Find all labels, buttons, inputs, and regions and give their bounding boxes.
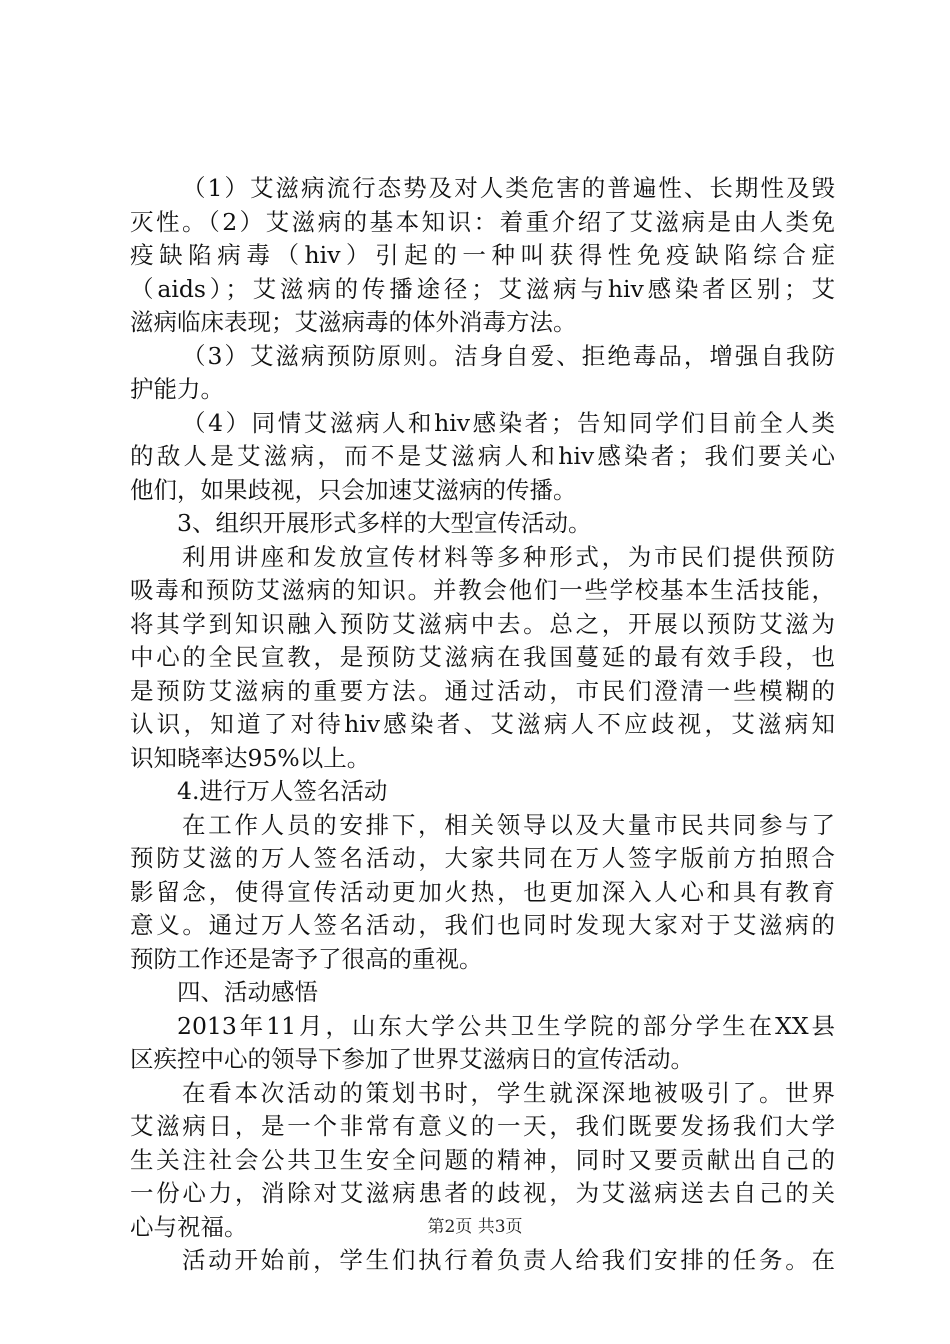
text-line: 一份心力，消除对艾滋病患者的歧视，为艾滋病送去自己的关 <box>130 1179 835 1207</box>
section-heading: 四、活动感悟 <box>177 978 318 1006</box>
text-line: 预防工作还是寄予了很高的重视。 <box>130 944 483 973</box>
text-line: 吸毒和预防艾滋病的知识。并教会他们一些学校基本生活技能， <box>130 576 835 604</box>
text-line: 的敌人是艾滋病，而不是艾滋病人和hiv感染者；我们要关心 <box>130 442 835 470</box>
text-line: 他们，如果歧视，只会加速艾滋病的传播。 <box>130 475 577 504</box>
text-line: 影留念，使得宣传活动更加火热，也更加深入人心和具有教育 <box>130 877 835 906</box>
text-line: 在看本次活动的策划书时，学生就深深地被吸引了。世界 <box>182 1078 835 1107</box>
text-line: （aids）；艾滋病的传播途径；艾滋病与hiv感染者区别；艾 <box>130 274 835 303</box>
text-line: 艾滋病日，是一个非常有意义的一天，我们既要发扬我们大学 <box>130 1112 835 1140</box>
text-line: （3）艾滋病预防原则。洁身自爱、拒绝毒品，增强自我防 <box>182 341 835 370</box>
text-line: 2013年11月，山东大学公共卫生学院的部分学生在XX县 <box>177 1011 835 1040</box>
text-line: （1）艾滋病流行态势及对人类危害的普遍性、长期性及毁 <box>182 174 835 202</box>
text-line: 心与祝福。 <box>130 1212 248 1241</box>
text-line: 护能力。 <box>130 375 224 403</box>
text-line: 意义。通过万人签名活动，我们也同时发现大家对于艾滋病的 <box>130 911 835 939</box>
text-line: 疫缺陷病毒（hiv）引起的一种叫获得性免疫缺陷综合症 <box>130 241 835 269</box>
text-line: 灭性。（2）艾滋病的基本知识：着重介绍了艾滋病是由人类免 <box>130 207 835 236</box>
text-line: 认识，知道了对待hiv感染者、艾滋病人不应歧视，艾滋病知 <box>130 710 835 738</box>
body-text <box>130 172 835 1278</box>
text-line: 滋病临床表现；艾滋病毒的体外消毒方法。 <box>130 308 577 336</box>
text-line: 中心的全民宣教，是预防艾滋病在我国蔓延的最有效手段，也 <box>130 643 835 671</box>
text-line: （4）同情艾滋病人和hiv感染者；告知同学们目前全人类 <box>182 408 835 437</box>
text-line: 将其学到知识融入预防艾滋病中去。总之，开展以预防艾滋为 <box>130 609 835 638</box>
text-line: 在工作人员的安排下，相关领导以及大量市民共同参与了 <box>182 810 835 839</box>
text-line: 活动开始前，学生们执行着负责人给我们安排的任务。在 <box>182 1246 835 1274</box>
text-line: 区疾控中心的领导下参加了世界艾滋病日的宣传活动。 <box>130 1045 694 1073</box>
section-heading: 3、组织开展形式多样的大型宣传活动。 <box>177 509 592 537</box>
text-line: 识知晓率达95%以上。 <box>130 743 371 772</box>
section-heading: 4.进行万人签名活动 <box>177 777 388 805</box>
page-footer: 第2页 共3页 <box>427 1217 523 1237</box>
text-line: 是预防艾滋病的重要方法。通过活动，市民们澄清一些模糊的 <box>130 676 835 705</box>
text-line: 预防艾滋的万人签名活动，大家共同在万人签字版前方拍照合 <box>130 844 835 872</box>
text-line: 利用讲座和发放宣传材料等多种形式，为市民们提供预防 <box>182 542 835 571</box>
text-line: 生关注社会公共卫生安全问题的精神，同时又要贡献出自己的 <box>130 1145 835 1174</box>
